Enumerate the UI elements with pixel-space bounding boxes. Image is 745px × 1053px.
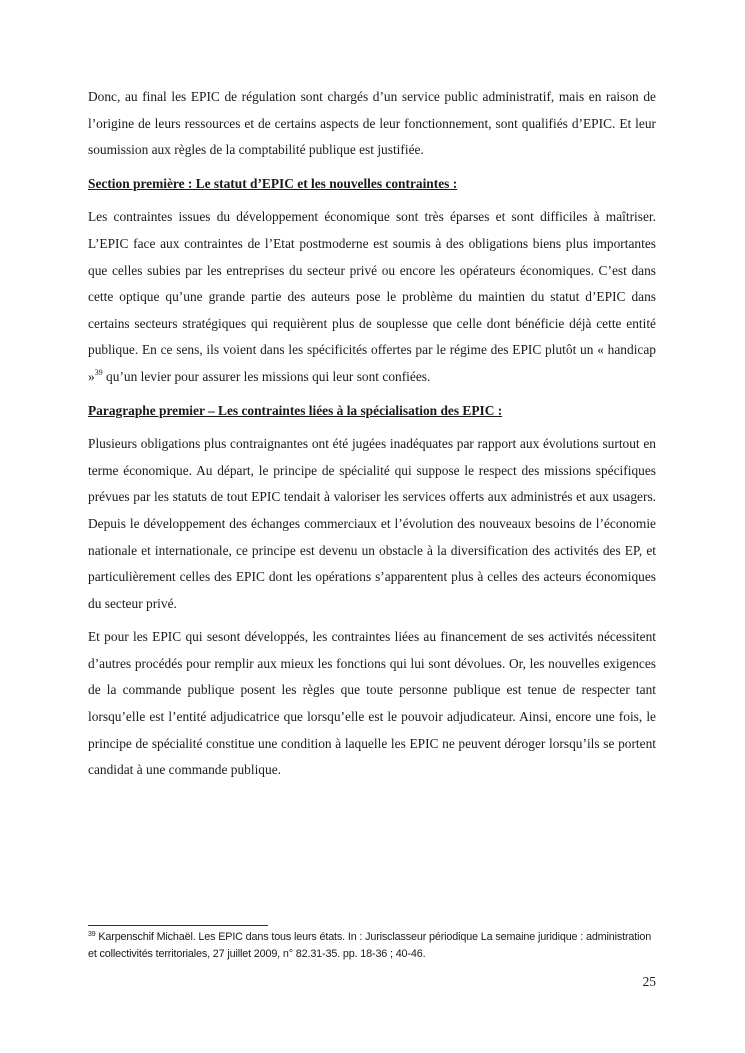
footnote-reference[interactable]: 39 — [94, 367, 103, 377]
body-paragraph-2: Et pour les EPIC qui sesont développés, les contraintes liées au financement de ses activités nécessitent d’autres procédés pour remplir aux mieux les fonctions qui lui sont dévolues. Or, les nouvelles exigences de la commande publique posent les règles que toute personne publique est tenue de respecter tant lorsqu’elle est l’entité adjudicatrice que lorsqu’elle est le pouvoir adjudicateur. Ainsi, encore une fois, le principe de spécialité constitue une condition à laquelle les EPIC ne peuvent déroger lorsqu’ils se portent candidat à une commande publique. — [88, 629, 656, 778]
footnote-text: Karpenschif Michaël. Les EPIC dans tous leurs états. In : Jurisclasseur périodique La semaine juridique : administration et collectivités territoriales, 27 juillet 2009, n° 82.31-35. pp. 18-36 ; 40-46. — [88, 931, 652, 960]
footnote — [88, 929, 656, 963]
section-paragraph-text-end: qu’un levier pour assurer les missions qui leur sont confiées. — [102, 368, 431, 384]
paragraph-heading: Paragraphe premier – Les contraintes liées à la spécialisation des EPIC : — [88, 402, 503, 418]
intro-paragraph: Donc, au final les EPIC de régulation sont chargés d’un service public administratif, mais en raison de l’origine de leurs ressources et de certains aspects de leur fonctionnement, sont qualifiés d’EPIC. Et leur soumission aux règles de la comptabilité publique est justifiée. — [88, 89, 656, 158]
page-body — [88, 84, 656, 784]
footnote-number: 39 — [88, 931, 96, 938]
section-heading: Section première : Le statut d’EPIC et les nouvelles contraintes : — [88, 175, 458, 191]
body-paragraph-1: Plusieurs obligations plus contraignantes ont été jugées inadéquates par rapport aux évolutions surtout en terme économique. Au départ, le principe de spécialité qui suppose le respect des missions spécifiques prévues par les statuts de tout EPIC tendait à valoriser les services offerts aux administrés et aux usagers. Depuis le développement des échanges commerciaux et l’évolution des nouveaux besoins de l’économie nationale et internationale, ce principe est devenu un obstacle à la diversification des activités des EP, et particulièrement celles des EPIC dont les opérations s’apparentent plus à celles des acteurs économiques du secteur privé. — [88, 436, 656, 611]
footnote-divider — [88, 925, 268, 926]
page-number: 25 — [642, 974, 656, 989]
section-paragraph — [88, 204, 656, 390]
section-paragraph-text: Les contraintes issues du développement économique sont très éparses et sont difficiles à maîtriser. L’EPIC face aux contraintes de l’Etat postmoderne est soumis à des obligations biens plus importantes que celles subies par les entreprises du secteur privé ou encore les opérateurs économiques. C’est dans cette optique qu’une grande partie des auteurs pose le problème du maintien du statut d’EPIC dans certains secteurs stratégiques qui requièrent plus de souplesse que celle dont bénéficie déjà cette entité publique. En ce sens, ils voient dans les spécificités offertes par le régime des EPIC plutôt un « handicap » — [88, 209, 656, 384]
